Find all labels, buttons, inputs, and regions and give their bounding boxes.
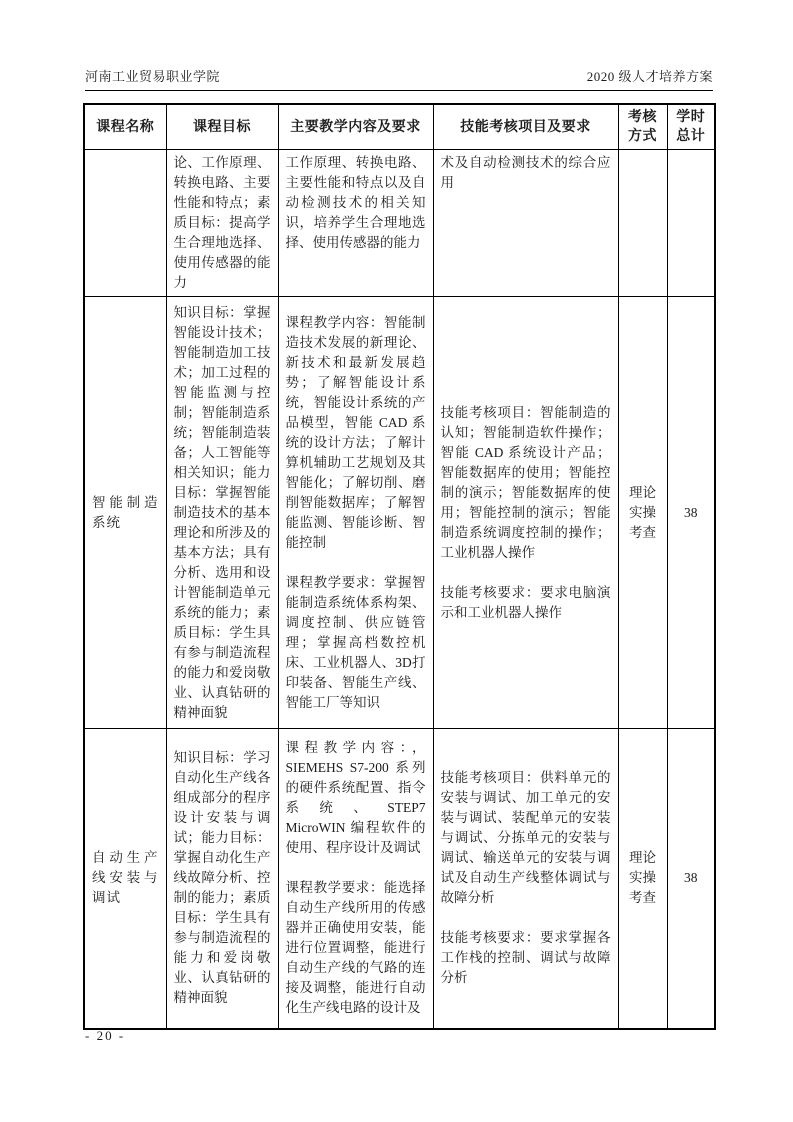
cell-content bbox=[278, 150, 433, 297]
table-row bbox=[84, 729, 715, 1029]
objectives-text: 知识目标：掌握智能设计技术；智能制造加工技术；加工过程的智能监测与控制；智能制造系统；智能制造装备；人工智能等相关知识；能力目标：掌握智能制造技术的基本理论和所涉及的基本方法；具有分析、选用和设计智能制造单元系统的能力；素质目标：学生具有参与制造流程的能力和爱岗敬业、认真钻研的精神面貌 bbox=[173, 304, 271, 720]
objectives-text: 知识目标：学习自动化生产线各组成部分的程序设计安装与调试；能力目标：掌握自动化生产线故障分析、控制的能力；素质目标：学生具有参与制造流程的能力和爱岗敬业、认真钻研的精神面貌 bbox=[173, 750, 271, 1006]
assessment-paragraph-2: 技能考核要求：要求电脑演示和工业机器人操作 bbox=[440, 584, 611, 620]
cell-course-name: 自动生产线安装与调试 bbox=[84, 729, 166, 1029]
col-header-objectives: 课程目标 bbox=[166, 104, 278, 150]
col-header-hours: 学时总计 bbox=[667, 104, 715, 150]
cell-hours: 38 bbox=[667, 297, 715, 729]
cell-objectives bbox=[166, 150, 278, 297]
cell-hours bbox=[667, 150, 715, 297]
cell-method bbox=[618, 150, 667, 297]
col-header-course-name: 课程名称 bbox=[84, 104, 166, 150]
content-paragraph-1: 课程教学内容：，SIEMEHS S7-200 系列的硬件系统配置、指令系统、STEP7 MicroWIN 编程软件的使用、程序设计及调试 bbox=[285, 740, 426, 856]
assessment-paragraph-1: 技能考核项目：智能制造的认知；智能制造软件操作；智能 CAD 系统设计产品；智能数据库的使用；智能控制的演示；智能数据库的使用；智能控制的演示；智能制造系统调度控制的操作；工业机器人操作 bbox=[440, 404, 611, 560]
cell-content bbox=[278, 729, 433, 1029]
page-number: - 20 - bbox=[85, 1028, 126, 1043]
objectives-text: 论、工作原理、转换电路、主要性能和特点；素质目标：提高学生合理地选择、使用传感器的能力 bbox=[173, 155, 271, 290]
content-paragraph-1: 课程教学内容：智能制造技术发展的新理论、新技术和最新发展趋势；了解智能设计系统，智能设计系统的产品模型，智能 CAD 系统的设计方法；了解计算机辅助工艺规划及其智能化；了解切削、磨削智能数据库；了解智能监测、智能诊断、智能控制 bbox=[285, 314, 426, 550]
cell-objectives bbox=[166, 729, 278, 1029]
content-paragraph-2: 课程教学要求：掌握智能制造系统体系构架、调度控制、供应链管理；掌握高档数控机床、工业机器人、3D打印装备、智能生产线、智能工厂等知识 bbox=[285, 574, 426, 710]
cell-course-name bbox=[84, 150, 166, 297]
col-header-content: 主要教学内容及要求 bbox=[278, 104, 433, 150]
course-table bbox=[83, 103, 716, 1030]
col-header-method: 考核方式 bbox=[618, 104, 667, 150]
cell-assessment bbox=[433, 297, 618, 729]
col-header-assessment: 技能考核项目及要求 bbox=[433, 104, 618, 150]
cell-course-name: 智能制造系统 bbox=[84, 297, 166, 729]
cell-method: 理论实操考查 bbox=[618, 297, 667, 729]
cell-objectives bbox=[166, 297, 278, 729]
table-header-row bbox=[84, 104, 715, 150]
header-plan-title: 2020 级人才培养方案 bbox=[586, 69, 713, 84]
assessment-text: 术及自动检测技术的综合应用 bbox=[440, 155, 611, 190]
cell-method: 理论实操考查 bbox=[618, 729, 667, 1029]
cell-assessment bbox=[433, 150, 618, 297]
page-header bbox=[85, 66, 713, 91]
table-row bbox=[84, 297, 715, 729]
cell-hours: 38 bbox=[667, 729, 715, 1029]
assessment-paragraph-2: 技能考核要求：要求掌握各工作栈的控制、调试与故障分析 bbox=[440, 930, 611, 986]
cell-content bbox=[278, 297, 433, 729]
table-row bbox=[84, 150, 715, 297]
content-text: 工作原理、转换电路、主要性能和特点以及自动检测技术的相关知识，培养学生合理地选择、使用传感器的能力 bbox=[285, 155, 426, 250]
cell-assessment bbox=[433, 729, 618, 1029]
content-paragraph-2: 课程教学要求：能选择自动生产线所用的传感器并正确使用安装，能进行位置调整，能进行自动生产线的气路的连接及调整，能进行自动化生产线电路的设计及 bbox=[285, 880, 426, 1016]
header-institution: 河南工业贸易职业学院 bbox=[85, 69, 221, 84]
assessment-paragraph-1: 技能考核项目：供料单元的安装与调试、加工单元的安装与调试、装配单元的安装与调试、分拣单元的安装与调试、输送单元的安装与调试及自动生产线整体调试与故障分析 bbox=[440, 770, 611, 906]
